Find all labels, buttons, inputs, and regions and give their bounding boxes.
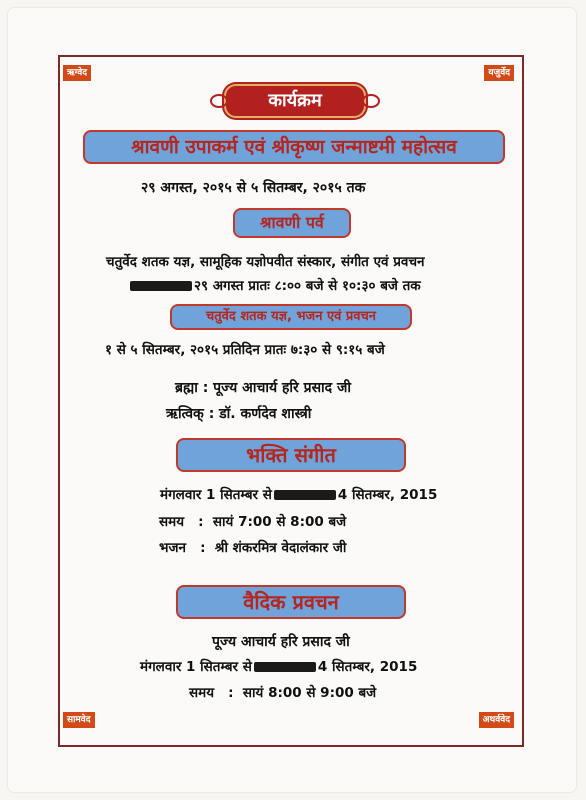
brahma-line: ब्रह्मा : पूज्य आचार्य हरि प्रसाद जी bbox=[175, 380, 351, 396]
program-badge: कार्यक्रम bbox=[224, 84, 366, 118]
redaction-mark bbox=[274, 490, 336, 500]
bhakti-dates-start: मंगलवार 1 सितम्बर से bbox=[160, 487, 272, 503]
event-dates: २९ अगस्त, २०१५ से ५ सितम्बर, २०१५ तक bbox=[141, 180, 366, 196]
vaidik-dates bbox=[140, 657, 417, 675]
event-title: श्रावणी उपाकर्म एवं श्रीकृष्ण जन्माष्टमी महोत्सव bbox=[83, 130, 505, 164]
shatak-timing: १ से ५ सितम्बर, २०१५ प्रतिदिन प्रातः ७:३० से ९:१५ बजे bbox=[105, 342, 385, 358]
shatak-heading: चतुर्वेद शतक यज्ञ, भजन एवं प्रवचन bbox=[170, 304, 412, 330]
shravani-heading: श्रावणी पर्व bbox=[233, 208, 351, 238]
ritvik-line: ऋत्विक् : डॉ. कर्णदेव शास्त्री bbox=[166, 406, 312, 422]
redaction-mark bbox=[130, 281, 192, 291]
vaidik-heading: वैदिक प्रवचन bbox=[176, 585, 406, 619]
bhakti-dates bbox=[160, 485, 437, 503]
vaidik-speaker: पूज्य आचार्य हरि प्रसाद जी bbox=[212, 634, 350, 650]
shravani-timing bbox=[128, 276, 421, 294]
vaidik-dates-start: मंगलवार 1 सितम्बर से bbox=[140, 659, 252, 675]
bhakti-dates-end: 4 सितम्बर, 2015 bbox=[337, 487, 438, 503]
redaction-mark bbox=[254, 662, 316, 672]
shravani-activities: चतुर्वेद शतक यज्ञ, सामूहिक यज्ञोपवीत संस्कार, संगीत एवं प्रवचन bbox=[106, 254, 425, 270]
bhakti-heading: भक्ति संगीत bbox=[176, 438, 406, 472]
bhakti-time: समय : सायं 7:00 से 8:00 बजे bbox=[159, 514, 347, 530]
corner-label-atharvaveda: अथर्ववेद bbox=[479, 712, 514, 728]
vaidik-time: समय : सायं 8:00 से 9:00 बजे bbox=[189, 685, 377, 701]
corner-label-yajurveda: यजुर्वेद bbox=[484, 65, 514, 81]
shravani-timing-text: २९ अगस्त प्रातः ८:०० बजे से १०:३० बजे तक bbox=[194, 278, 421, 294]
corner-label-rigveda: ऋग्वेद bbox=[63, 65, 91, 81]
vaidik-dates-end: 4 सितम्बर, 2015 bbox=[317, 659, 418, 675]
bhakti-singer: भजन : श्री शंकरमित्र वेदालंकार जी bbox=[159, 540, 347, 556]
corner-label-samaveda: सामवेद bbox=[63, 712, 95, 728]
